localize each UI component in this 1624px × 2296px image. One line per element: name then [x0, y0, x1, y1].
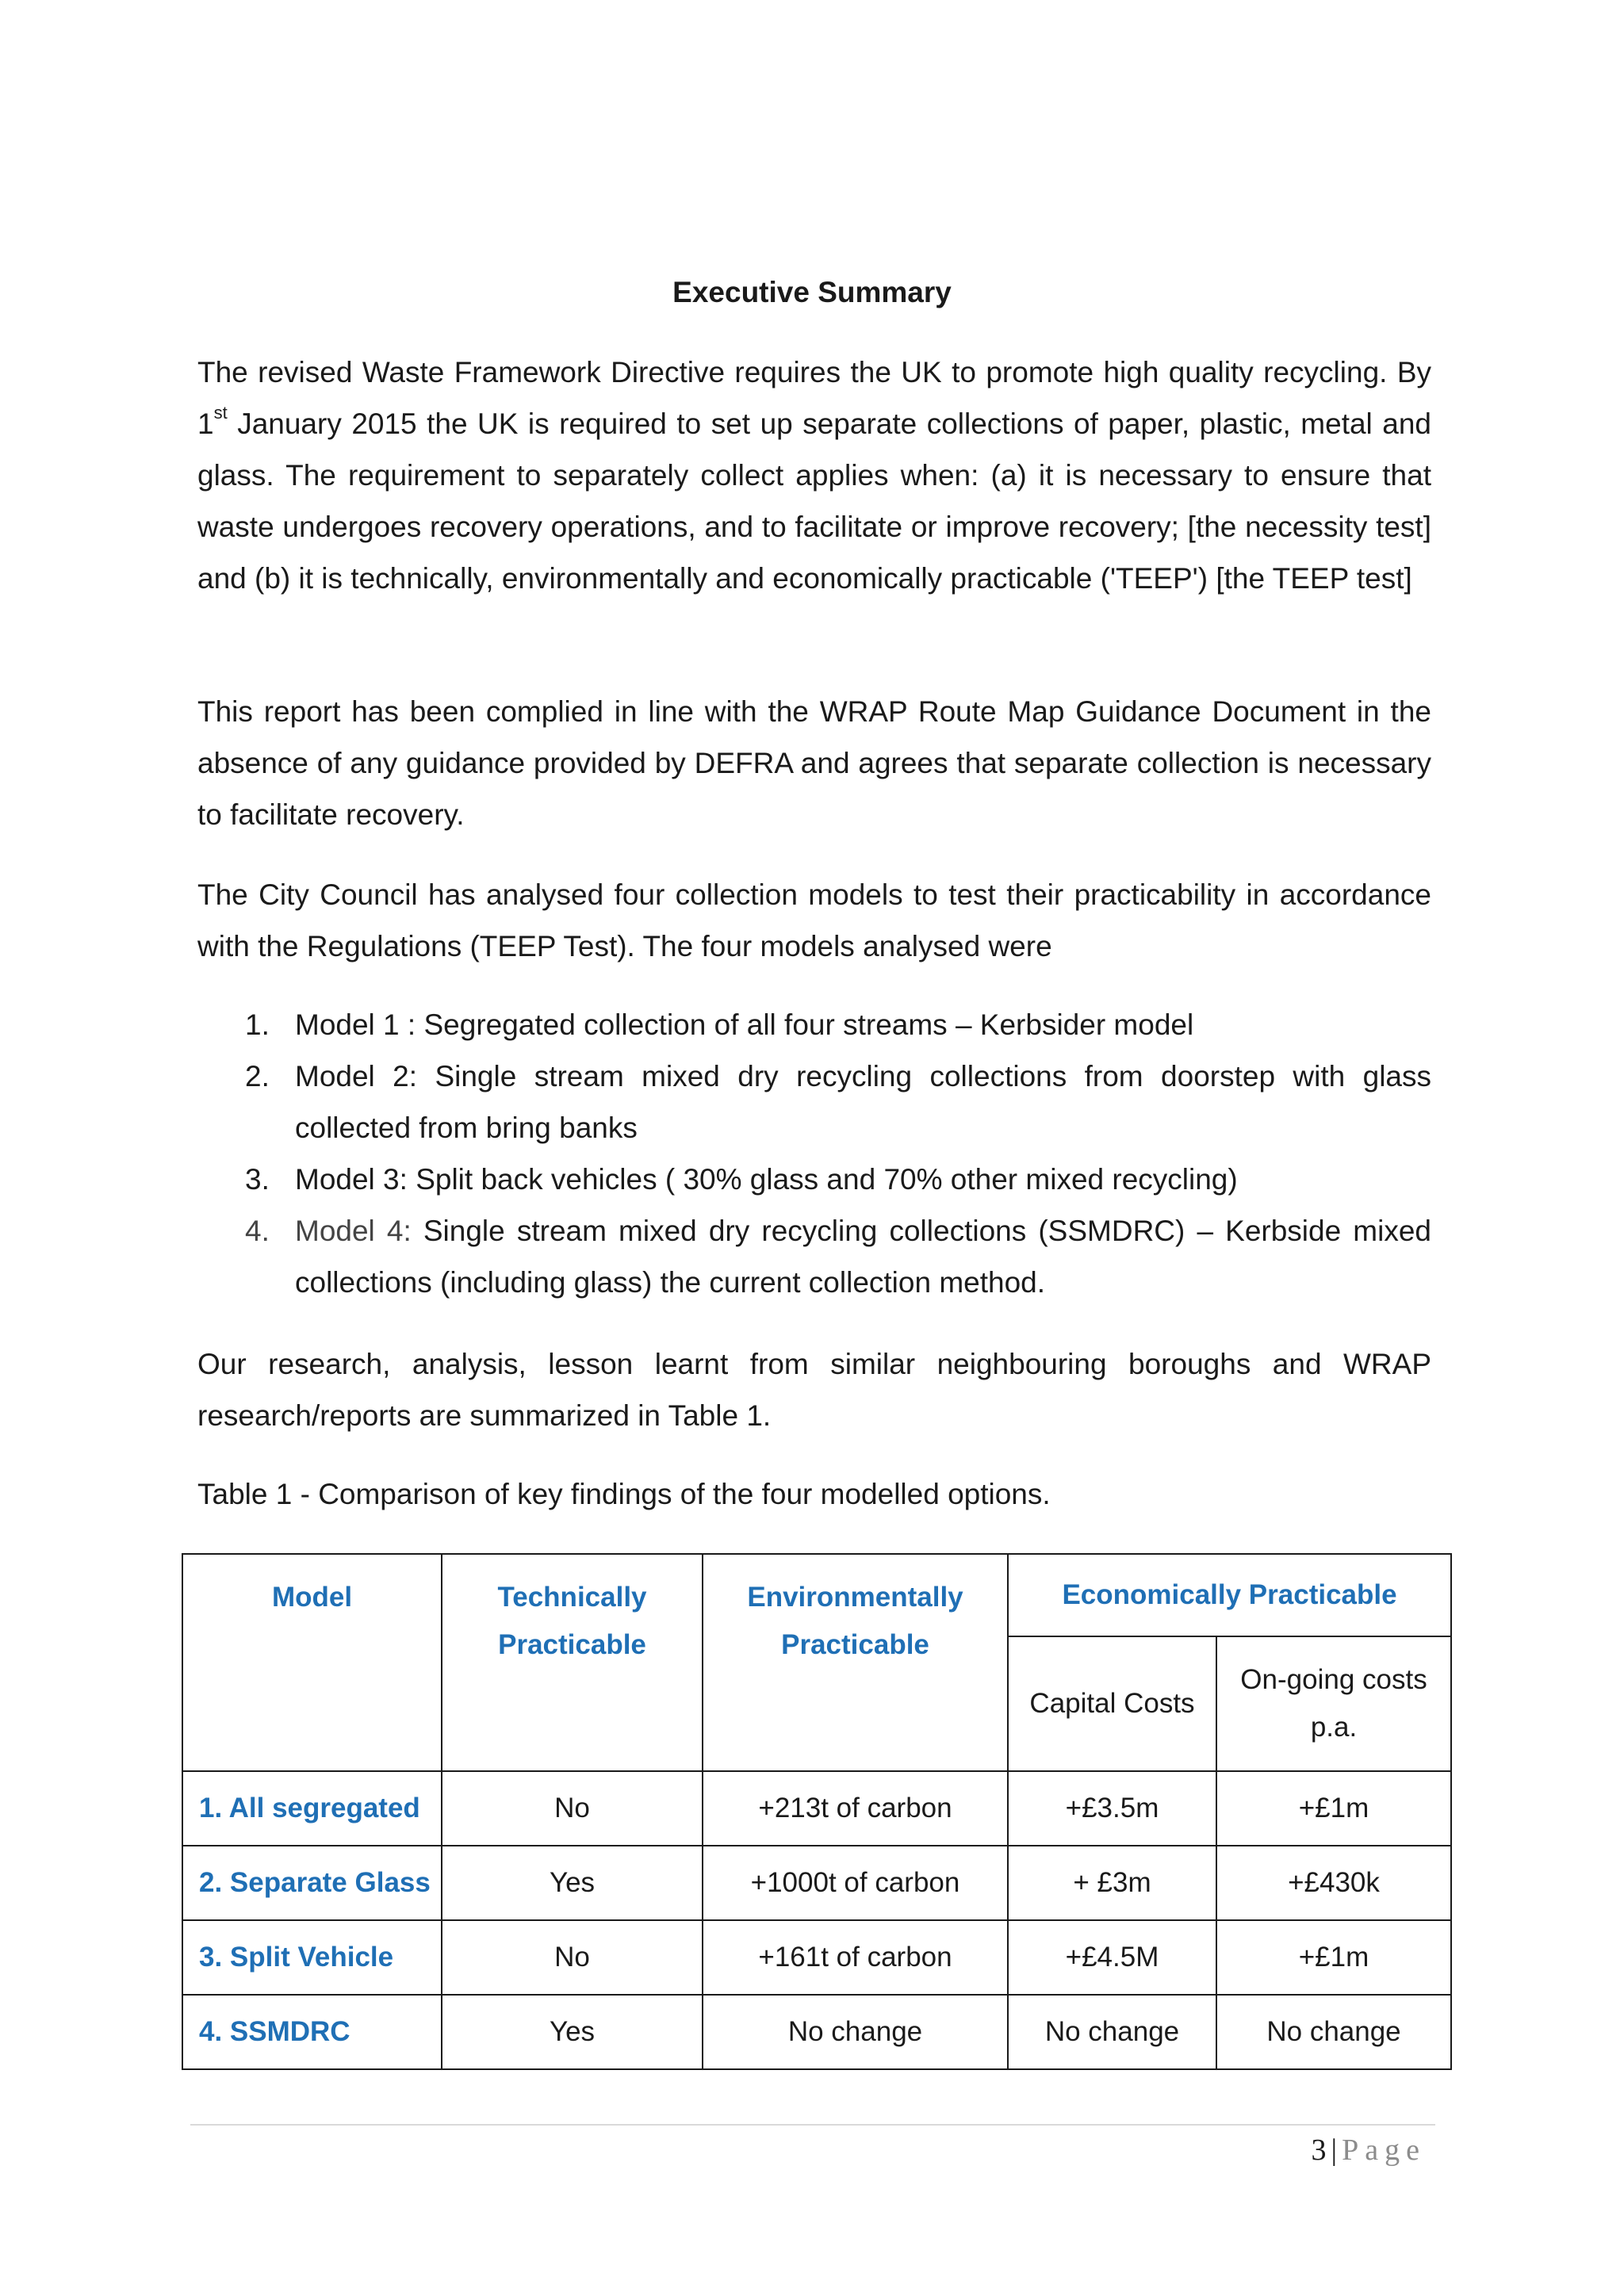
header-environmentally-practicable: Environmentally Practicable: [703, 1554, 1008, 1771]
page-number-footer: [1312, 2133, 1426, 2168]
list-item-number: 4.: [245, 1215, 270, 1247]
intro-paragraph-text: [197, 346, 1431, 604]
table-row: [182, 1995, 1451, 2069]
table-cell-capital: + £3m: [1008, 1846, 1216, 1920]
research-paragraph: [197, 1338, 1431, 1441]
table-cell-environmentally: +161t of carbon: [703, 1920, 1008, 1995]
table-row: [182, 1846, 1451, 1920]
table-cell-environmentally: No change: [703, 1995, 1008, 2069]
list-item-text: Single stream mixed dry recycling collections (SSMDRC) – Kerbside mixed collections (including glass) the current collection method.: [295, 1215, 1431, 1299]
table-cell-ongoing: +£430k: [1216, 1846, 1451, 1920]
table-cell-environmentally: +1000t of carbon: [703, 1846, 1008, 1920]
table-cell-model: 4. SSMDRC: [182, 1995, 442, 2069]
table-cell-technically: No: [442, 1920, 703, 1995]
list-item-label: Model 3:: [295, 1163, 408, 1196]
list-item: [197, 1154, 1431, 1205]
list-item-number: 2.: [245, 1060, 270, 1093]
intro-text-start: The revised Waste Framework Directive requires the UK to promote high quality recycling. By 1: [197, 356, 1431, 440]
guidance-paragraph: [197, 686, 1431, 840]
model-list: [197, 999, 1431, 1308]
table-cell-technically: Yes: [442, 1995, 703, 2069]
header-model: Model: [182, 1554, 442, 1771]
table-cell-technically: Yes: [442, 1846, 703, 1920]
list-item-label: Model 1 :: [295, 1008, 424, 1041]
table-cell-environmentally: +213t of carbon: [703, 1771, 1008, 1846]
table-cell-capital: +£3.5m: [1008, 1771, 1216, 1846]
research-paragraph-text: Our research, analysis, lesson learnt from similar neighbouring boroughs and WRAP research/reports are summarized in Table 1.: [197, 1348, 1431, 1432]
table-caption-text: Table 1 - Comparison of key findings of the four modelled options.: [197, 1478, 1051, 1510]
header-capital-costs: Capital Costs: [1008, 1636, 1216, 1771]
page-separator: |: [1331, 2133, 1338, 2167]
table-cell-ongoing: +£1m: [1216, 1771, 1451, 1846]
table-cell-capital: +£4.5M: [1008, 1920, 1216, 1995]
table-cell-technically: No: [442, 1771, 703, 1846]
list-item-text: Split back vehicles ( 30% glass and 70% other mixed recycling): [407, 1163, 1238, 1196]
page-number: 3: [1311, 2133, 1327, 2167]
list-item: [197, 1205, 1431, 1308]
guidance-paragraph-text: This report has been complied in line with the WRAP Route Map Guidance Document in the absence of any guidance provided by DEFRA and agrees that separate collection is necessary to facilitate recovery.: [197, 695, 1431, 831]
table-cell-model: 1. All segregated: [182, 1771, 442, 1846]
list-item-text: Single stream mixed dry recycling collections from doorstep with glass collected from bring banks: [295, 1060, 1431, 1144]
table-cell-ongoing: No change: [1216, 1995, 1451, 2069]
page-word: Page: [1342, 2133, 1426, 2167]
table-caption: [197, 1468, 1431, 1520]
findings-table: [182, 1553, 1452, 2070]
list-item-number: 1.: [245, 1008, 270, 1041]
list-item-text: Segregated collection of all four streams – Kerbsider model: [423, 1008, 1194, 1041]
table-cell-model: 3. Split Vehicle: [182, 1920, 442, 1995]
models-intro-text: The City Council has analysed four collection models to test their practicability in accordance with the Regulations (TEEP Test). The four models analysed were: [197, 878, 1431, 962]
intro-text-end: January 2015 the UK is required to set up separate collections of paper, plastic, metal and glass. The requirement to separately collect applies when: (a) it is necessary to ensure that waste undergoes recovery operations, and to facilitate or improve recovery; [the necessity test] and (b) it is technically, environmentally and economically practicable ('TEEP') [the TEEP test]: [197, 408, 1431, 595]
list-item-label: Model 2:: [295, 1060, 418, 1093]
table-cell-ongoing: +£1m: [1216, 1920, 1451, 1995]
ordinal-superscript: st: [213, 402, 228, 423]
page-title: Executive Summary: [672, 276, 952, 308]
table-header-row: [182, 1554, 1451, 1636]
table-row: [182, 1920, 1451, 1995]
table-cell-capital: No change: [1008, 1995, 1216, 2069]
header-technically-practicable: Technically Practicable: [442, 1554, 703, 1771]
footer-divider: [190, 2124, 1435, 2126]
header-ongoing-costs: On-going costs p.a.: [1216, 1636, 1451, 1771]
header-economically-practicable: Economically Practicable: [1008, 1554, 1451, 1636]
table-cell-model: 2. Separate Glass: [182, 1846, 442, 1920]
models-intro-paragraph: [197, 869, 1431, 972]
intro-paragraph: [197, 346, 1431, 604]
list-item-label: Model 4:: [295, 1215, 423, 1247]
table-row: [182, 1771, 1451, 1846]
list-item: [197, 1050, 1431, 1154]
list-item: [197, 999, 1431, 1050]
list-item-number: 3.: [245, 1163, 270, 1196]
